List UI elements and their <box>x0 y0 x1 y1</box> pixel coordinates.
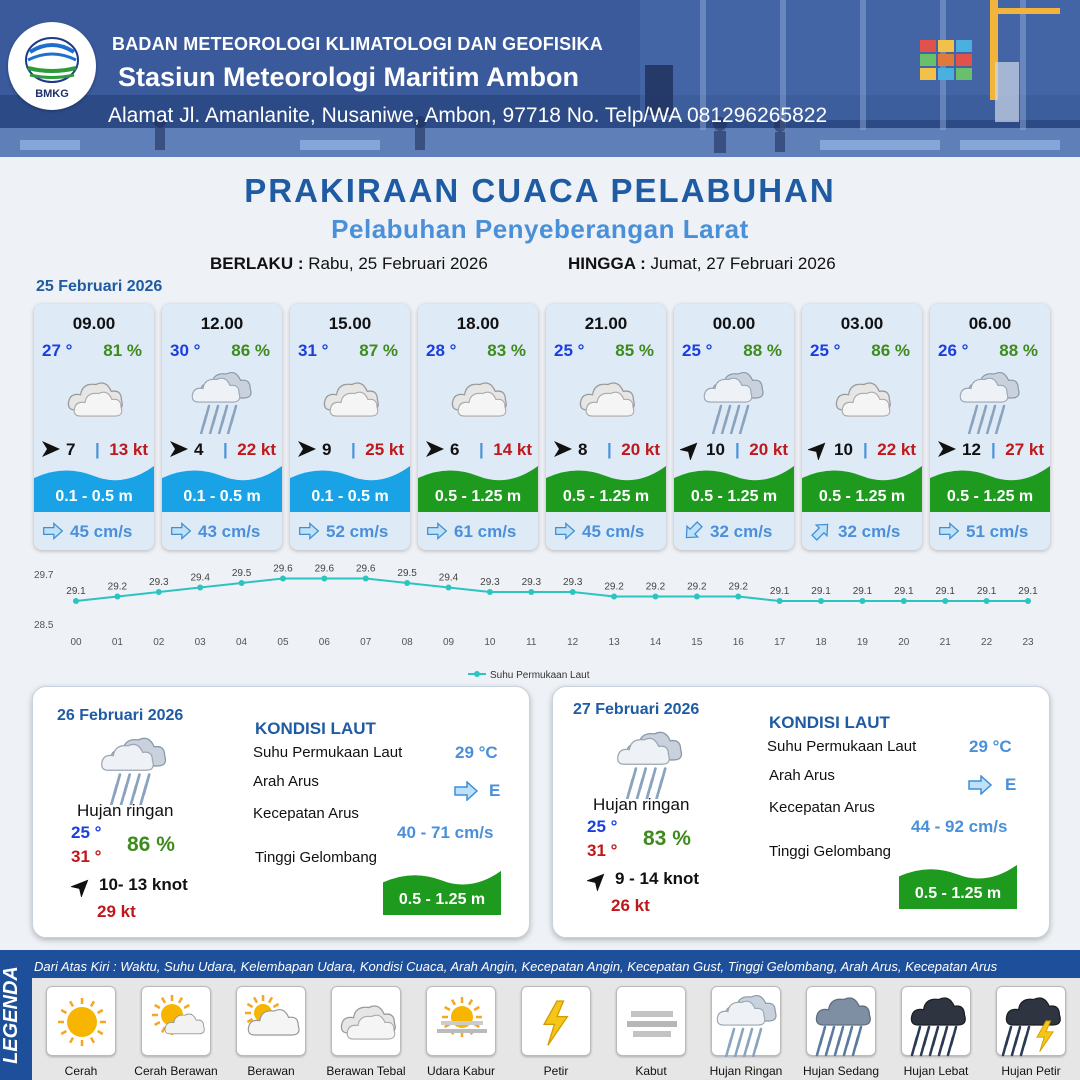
forecast-current-speed: 32 cm/s <box>838 522 901 541</box>
current-direction-arrow-icon <box>170 520 192 542</box>
berawan-tebal-icon <box>332 987 402 1057</box>
berawan-tebal-icon <box>438 364 518 434</box>
x-tick-label: 11 <box>526 637 537 648</box>
day3-condition: Hujan ringan <box>593 795 690 814</box>
sst-data-label: 29.3 <box>149 577 169 588</box>
sst-data-point <box>487 589 493 595</box>
forecast-separator: | <box>479 440 484 459</box>
forecast-temp: 25 ° <box>554 341 585 360</box>
sst-data-point <box>694 594 700 600</box>
x-tick-label: 10 <box>484 637 496 648</box>
sst-data-point <box>446 585 452 591</box>
forecast-current-speed: 51 cm/s <box>966 522 1029 541</box>
forecast-wave-height: 0.5 - 1.25 m <box>690 488 778 505</box>
sst-data-point <box>197 585 203 591</box>
forecast-humidity: 87 % <box>359 341 398 360</box>
wind-direction-arrow-icon <box>71 875 93 897</box>
day2-sst-label: Suhu Permukaan Laut <box>253 744 403 761</box>
forecast-card <box>930 304 1050 550</box>
sst-data-label: 29.2 <box>687 581 707 593</box>
petir-icon <box>522 987 592 1057</box>
legend-label: Berawan <box>247 1064 295 1078</box>
forecast-wind-speed: 7 <box>66 440 76 459</box>
day3-wind-arrow-icon <box>587 869 609 891</box>
forecast-gust: 20 kt <box>749 440 788 459</box>
current-direction-arrow-icon <box>42 520 64 542</box>
current-direction-arrow-icon <box>298 520 320 542</box>
legend-description: Dari Atas Kiri : Waktu, Suhu Udara, Kelembapan Udara, Kondisi Cuaca, Arah Angin, Kecepatan Angin, Kecepatan Gust, Tinggi Gelombang, Arah Arus, Kecepatan Arus <box>34 959 998 974</box>
sst-data-label: 29.4 <box>190 572 210 584</box>
day3-kondisi-title: KONDISI LAUT <box>769 713 890 732</box>
sst-data-label: 29.1 <box>976 586 997 597</box>
sst-data-point <box>321 576 327 582</box>
day3-summary-box <box>552 686 1050 938</box>
forecast-separator: | <box>863 440 868 459</box>
sea-surface-temperature-chart <box>30 556 1050 686</box>
logo-text: BMKG <box>35 88 69 100</box>
cerah-icon <box>47 987 117 1057</box>
sst-data-point <box>984 598 990 604</box>
current-direction-arrow-icon <box>453 781 479 801</box>
legend-swatch-dot <box>474 671 480 677</box>
forecast-wind-speed: 6 <box>450 440 460 459</box>
forecast-temp: 28 ° <box>426 341 457 360</box>
forecast-wave-height: 0.1 - 0.5 m <box>311 488 389 505</box>
current-direction-arrow-icon <box>938 520 960 542</box>
forecast-gust: 22 kt <box>237 440 276 459</box>
sst-data-label: 29.3 <box>562 577 583 588</box>
sst-data-point <box>73 598 79 604</box>
forecast-gust: 25 kt <box>365 440 404 459</box>
legend-label: Cerah <box>64 1064 98 1078</box>
sst-data-label: 29.6 <box>314 563 335 575</box>
current-direction-arrow-icon <box>554 520 576 542</box>
day2-kec-value: 40 - 71 cm/s <box>397 823 494 842</box>
legend-icon-box <box>901 986 971 1056</box>
day2-humidity: 86 % <box>127 833 175 856</box>
legend-label: Udara Kabur <box>426 1064 496 1078</box>
sst-data-label: 29.1 <box>66 586 86 597</box>
forecast-wind-speed: 10 <box>834 440 853 459</box>
forecast-temp: 25 ° <box>682 341 713 360</box>
hujan-ringan-icon <box>950 364 1030 434</box>
legend-item <box>508 986 604 1078</box>
forecast-gust: 20 kt <box>621 440 660 459</box>
legend-icon-box <box>331 986 401 1056</box>
forecast-card <box>34 304 154 550</box>
forecast-card <box>674 304 794 550</box>
sst-data-label: 29.1 <box>852 586 873 597</box>
x-tick-label: 21 <box>939 637 951 648</box>
legend-title: LEGENDA <box>0 966 22 1064</box>
legend-item <box>413 986 509 1078</box>
legend-icon-box <box>426 986 496 1056</box>
day3-gust: 26 kt <box>611 896 650 915</box>
day2-wind-arrow-icon <box>71 875 93 897</box>
forecast-time: 18.00 <box>456 314 500 333</box>
forecast-current-speed: 45 cm/s <box>582 522 645 541</box>
legend-label: Hujan Sedang <box>802 1064 880 1078</box>
hujan-sedang-icon <box>807 987 877 1057</box>
wind-direction-arrow-icon <box>808 438 830 460</box>
forecast-humidity: 86 % <box>871 341 910 360</box>
day3-kec-label: Kecepatan Arus <box>769 799 875 816</box>
organization-name: BADAN METEOROLOGI KLIMATOLOGI DAN GEOFISIKA <box>112 34 603 54</box>
legend-icon-box <box>616 986 686 1056</box>
wind-direction-arrow-icon <box>587 869 609 891</box>
forecast-wave-height: 0.5 - 1.25 m <box>434 488 522 505</box>
x-tick-label: 00 <box>70 637 82 648</box>
forecast-time: 03.00 <box>840 314 884 333</box>
sst-data-label: 29.2 <box>604 581 624 593</box>
station-name: Stasiun Meteorologi Maritim Ambon <box>118 62 580 92</box>
forecast-humidity: 81 % <box>103 341 142 360</box>
forecast-gust: 22 kt <box>877 440 916 459</box>
legend-label: Hujan Lebat <box>903 1064 969 1078</box>
sst-data-label: 29.2 <box>728 581 748 593</box>
sst-data-label: 29.3 <box>521 577 542 588</box>
forecast-gust: 14 kt <box>493 440 532 459</box>
hujan-petir-icon <box>997 987 1067 1057</box>
legend-icon-box <box>996 986 1066 1056</box>
sst-data-point <box>611 594 617 600</box>
y-tick-label: 29.7 <box>34 570 54 581</box>
legend-item <box>33 986 129 1078</box>
day3-humidity: 83 % <box>643 827 691 850</box>
hujan-lebat-icon <box>902 987 972 1057</box>
cerah-berawan-icon <box>142 987 212 1057</box>
legend-item <box>128 986 224 1078</box>
bmkg-logo <box>8 22 96 110</box>
x-tick-label: 19 <box>856 637 868 648</box>
forecast-wind-speed: 4 <box>194 440 204 459</box>
current-direction-arrow-icon <box>967 775 993 795</box>
day1-date: 25 Februari 2026 <box>36 278 163 295</box>
legend-item <box>888 986 984 1078</box>
legend-label: Berawan Tebal <box>326 1064 406 1078</box>
current-direction-arrow-icon <box>682 520 704 542</box>
forecast-gust: 13 kt <box>109 440 148 459</box>
sst-data-label: 29.6 <box>356 563 376 575</box>
day3-sst-label: Suhu Permukaan Laut <box>767 738 917 755</box>
day3-current-arrow-icon <box>967 775 993 795</box>
berawan-icon <box>237 987 307 1057</box>
hujan-ringan-icon <box>607 723 693 799</box>
forecast-temp: 26 ° <box>938 341 969 360</box>
forecast-wind-speed: 12 <box>962 440 981 459</box>
sst-data-point <box>1025 598 1031 604</box>
day3-temp-min: 25 ° <box>587 817 618 836</box>
current-direction-arrow-icon <box>810 520 832 542</box>
sst-series-line <box>76 579 1028 602</box>
sst-data-label: 29.2 <box>107 581 128 593</box>
forecast-time: 06.00 <box>968 314 1012 333</box>
station-address: Alamat Jl. Amanlanite, Nusaniwe, Ambon, 97718 No. Telp/WA 081296265822 <box>108 104 828 127</box>
berawan-tebal-icon <box>822 364 902 434</box>
legend-item <box>983 986 1079 1078</box>
sst-data-point <box>239 580 245 586</box>
forecast-time: 12.00 <box>200 314 244 333</box>
forecast-humidity: 86 % <box>231 341 270 360</box>
x-tick-label: 20 <box>898 637 910 648</box>
hujan-ringan-icon <box>182 364 262 434</box>
legend-icon-box <box>521 986 591 1056</box>
day2-weather-icon <box>91 729 177 805</box>
berawan-tebal-icon <box>310 364 390 434</box>
x-tick-label: 13 <box>608 637 620 648</box>
sst-data-point <box>528 589 534 595</box>
wind-direction-arrow-icon <box>424 438 446 460</box>
x-tick-label: 04 <box>236 637 248 648</box>
legend-label: Hujan Petir <box>1001 1064 1061 1078</box>
day2-condition: Hujan ringan <box>77 801 174 820</box>
forecast-humidity: 83 % <box>487 341 526 360</box>
forecast-wave-height: 0.1 - 0.5 m <box>183 488 261 505</box>
day3-wind-speed: 9 - 14 knot <box>615 869 700 888</box>
sst-data-label: 29.1 <box>894 586 914 597</box>
wind-direction-arrow-icon <box>552 438 574 460</box>
sst-data-label: 29.1 <box>935 586 955 597</box>
legend-item <box>603 986 699 1078</box>
day2-kondisi-title: KONDISI LAUT <box>255 719 376 738</box>
day2-current-arrow-icon <box>453 781 479 801</box>
forecast-humidity: 88 % <box>743 341 782 360</box>
legend-icon-box <box>236 986 306 1056</box>
day2-date: 26 Februari 2026 <box>57 707 184 724</box>
forecast-current-speed: 61 cm/s <box>454 522 517 541</box>
legend-icon-box <box>806 986 876 1056</box>
kabut-icon <box>617 987 687 1057</box>
sst-data-point <box>156 589 162 595</box>
x-tick-label: 23 <box>1022 637 1034 648</box>
forecast-time: 00.00 <box>712 314 756 333</box>
legend-item <box>223 986 319 1078</box>
forecast-current-speed: 43 cm/s <box>198 522 261 541</box>
legend-item <box>318 986 414 1078</box>
x-tick-label: 05 <box>277 637 289 648</box>
forecast-card <box>802 304 922 550</box>
day2-summary-box <box>32 686 530 938</box>
valid-until <box>568 254 836 274</box>
x-tick-label: 06 <box>318 637 330 648</box>
forecast-separator: | <box>95 440 100 459</box>
legend-sidebar <box>0 950 30 1080</box>
forecast-temp: 31 ° <box>298 341 329 360</box>
x-tick-label: 01 <box>111 637 123 648</box>
sst-data-point <box>404 580 410 586</box>
x-tick-label: 16 <box>732 637 744 648</box>
forecast-card <box>162 304 282 550</box>
header-banner <box>0 0 1080 157</box>
day2-temp-min: 25 ° <box>71 823 102 842</box>
forecast-temp: 27 ° <box>42 341 73 360</box>
forecast-temp: 30 ° <box>170 341 201 360</box>
day3-arus-value: E <box>1005 775 1017 794</box>
x-tick-label: 08 <box>401 637 413 648</box>
forecast-card <box>418 304 538 550</box>
sst-data-label: 29.1 <box>1018 586 1038 597</box>
page-title: PRAKIRAAN CUACA PELABUHAN <box>244 172 836 209</box>
valid-from-value: Rabu, 25 Februari 2026 <box>308 254 488 273</box>
sst-data-point <box>859 598 865 604</box>
legend-icon-box <box>46 986 116 1056</box>
x-tick-label: 02 <box>153 637 165 648</box>
day3-gel-label: Tinggi Gelombang <box>769 843 892 860</box>
valid-until-label: HINGGA : <box>568 254 646 273</box>
x-tick-label: 18 <box>815 637 827 648</box>
forecast-humidity: 88 % <box>999 341 1038 360</box>
legend-label: Kabut <box>635 1064 667 1078</box>
forecast-wave-height: 0.5 - 1.25 m <box>818 488 906 505</box>
day2-wind-speed: 10- 13 knot <box>99 875 188 894</box>
sst-data-point <box>777 598 783 604</box>
forecast-time: 15.00 <box>328 314 372 333</box>
day2-kec-label: Kecepatan Arus <box>253 805 359 822</box>
sst-data-label: 29.4 <box>438 572 459 584</box>
hujan-ringan-icon <box>91 729 177 805</box>
forecast-current-speed: 52 cm/s <box>326 522 389 541</box>
day3-sst-value: 29 °C <box>969 737 1012 756</box>
forecast-current-speed: 45 cm/s <box>70 522 133 541</box>
x-tick-label: 03 <box>194 637 206 648</box>
day2-gel-label: Tinggi Gelombang <box>255 849 378 866</box>
forecast-wind-speed: 8 <box>578 440 588 459</box>
port-name: Pelabuhan Penyeberangan Larat <box>331 214 749 244</box>
day3-temp-max: 31 ° <box>587 841 618 860</box>
sst-data-point <box>942 598 948 604</box>
legend-label: Hujan Ringan <box>709 1064 783 1078</box>
hujan-ringan-icon <box>712 987 782 1057</box>
day3-date: 27 Februari 2026 <box>573 701 700 718</box>
sst-data-point <box>570 589 576 595</box>
wind-direction-arrow-icon <box>296 438 318 460</box>
legend-icon-box <box>141 986 211 1056</box>
sst-data-label: 29.3 <box>480 577 500 588</box>
sst-data-label: 29.1 <box>769 586 790 597</box>
day2-gel-value: 0.5 - 1.25 m <box>398 891 486 908</box>
forecast-card <box>546 304 666 550</box>
day2-arus-value: E <box>489 781 501 800</box>
day3-gel-value: 0.5 - 1.25 m <box>914 885 1002 902</box>
x-tick-label: 17 <box>774 637 786 648</box>
forecast-wave-height: 0.5 - 1.25 m <box>562 488 650 505</box>
sst-data-point <box>652 594 658 600</box>
sst-data-point <box>280 576 286 582</box>
legend-label: Cerah Berawan <box>134 1064 218 1078</box>
forecast-time: 21.00 <box>584 314 628 333</box>
legend-icon-box <box>711 986 781 1056</box>
forecast-wave-height: 0.5 - 1.25 m <box>946 488 1034 505</box>
forecast-separator: | <box>223 440 228 459</box>
wind-direction-arrow-icon <box>680 438 702 460</box>
forecast-card <box>290 304 410 550</box>
x-tick-label: 22 <box>981 637 993 648</box>
forecast-separator: | <box>991 440 996 459</box>
forecast-gust: 27 kt <box>1005 440 1044 459</box>
berawan-tebal-icon <box>54 364 134 434</box>
forecast-time: 09.00 <box>72 314 116 333</box>
legend-label: Petir <box>543 1064 569 1078</box>
valid-until-value: Jumat, 27 Februari 2026 <box>650 254 836 273</box>
x-tick-label: 15 <box>691 637 703 648</box>
day2-temp-max: 31 ° <box>71 847 102 866</box>
day2-arus-label: Arah Arus <box>253 773 319 790</box>
sst-data-label: 29.1 <box>811 586 831 597</box>
sst-data-label: 29.5 <box>397 568 417 579</box>
day3-kec-value: 44 - 92 cm/s <box>911 817 1008 836</box>
forecast-separator: | <box>351 440 356 459</box>
berawan-tebal-icon <box>566 364 646 434</box>
x-tick-label: 07 <box>360 637 372 648</box>
wind-direction-arrow-icon <box>168 438 190 460</box>
current-direction-arrow-icon <box>426 520 448 542</box>
forecast-wind-speed: 9 <box>322 440 332 459</box>
forecast-wind-speed: 10 <box>706 440 725 459</box>
wind-direction-arrow-icon <box>40 438 62 460</box>
valid-from <box>210 254 488 274</box>
forecast-wave-height: 0.1 - 0.5 m <box>55 488 133 505</box>
sst-data-label: 29.6 <box>273 563 293 575</box>
sst-data-point <box>363 576 369 582</box>
forecast-separator: | <box>607 440 612 459</box>
wind-direction-arrow-icon <box>936 438 958 460</box>
x-tick-label: 09 <box>442 637 455 648</box>
hujan-ringan-icon <box>694 364 774 434</box>
sst-data-point <box>901 598 907 604</box>
forecast-current-speed: 32 cm/s <box>710 522 773 541</box>
legend-item <box>698 986 794 1078</box>
day2-gust: 29 kt <box>97 902 136 921</box>
forecast-humidity: 85 % <box>615 341 654 360</box>
sst-data-label: 29.2 <box>645 581 666 593</box>
x-tick-label: 14 <box>649 637 662 648</box>
day2-sst-value: 29 °C <box>455 743 498 762</box>
legend-series-name: Suhu Permukaan Laut <box>490 670 590 681</box>
legend-item <box>793 986 889 1078</box>
day3-weather-icon <box>607 723 693 799</box>
x-tick-label: 12 <box>567 637 579 648</box>
day3-arus-label: Arah Arus <box>769 767 835 784</box>
valid-from-label: BERLAKU : <box>210 254 304 273</box>
sst-data-label: 29.5 <box>231 568 252 579</box>
forecast-temp: 25 ° <box>810 341 841 360</box>
sst-data-point <box>818 598 824 604</box>
forecast-separator: | <box>735 440 740 459</box>
sst-data-point <box>114 594 120 600</box>
y-tick-label: 28.5 <box>34 620 54 631</box>
sst-data-point <box>735 594 741 600</box>
udara-kabur-icon <box>427 987 497 1057</box>
